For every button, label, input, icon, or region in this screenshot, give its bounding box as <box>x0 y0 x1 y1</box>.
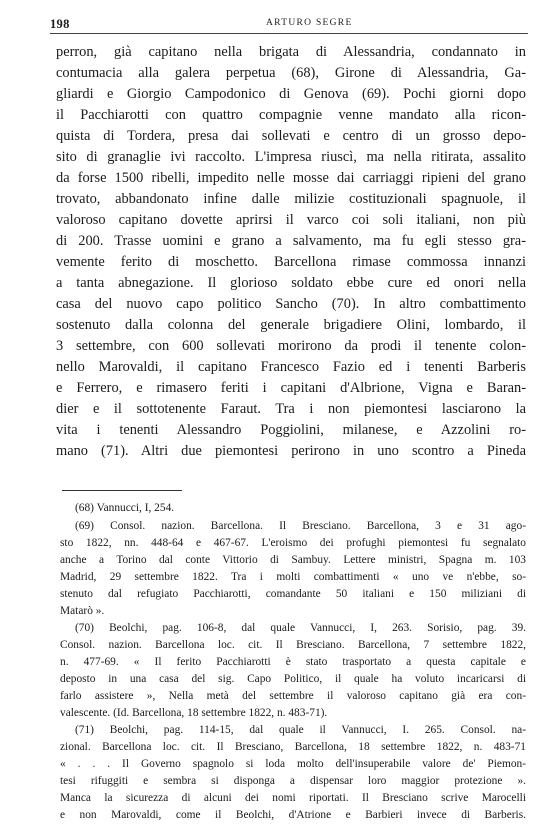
header-rule <box>50 33 528 34</box>
body-line: quista di Tordera, presa dai sollevati e centro di un grosso depo- <box>56 128 526 144</box>
body-line: a tanta abnegazione. Il glorioso soldato ebbe cure ed onori nella <box>56 275 526 291</box>
footnote-line: sto 1822, nn. 448-64 e 467-67. L'eroismo dei profughi piemontesi fu segnalato <box>60 537 526 549</box>
body-line: trovato, abbandonato infine dalle milizie costituzionali spagnuole, il <box>56 191 526 207</box>
body-line: e Ferrero, e rimasero feriti i capitani d'Albrione, Vigna e Baran- <box>56 380 526 396</box>
footnote-line: Consol. nazion. Barcellona loc. cit. Il Bresciano. Barcellona, 7 settembre 1822, <box>60 639 526 651</box>
body-line: 3 settembre, con 600 sollevati morirono da prodi il tenente colon- <box>56 338 526 354</box>
body-line: di 200. Trasse uomini e grano a salvamento, ma fu egli stesso gra- <box>56 233 526 249</box>
running-head: ARTURO SEGRE <box>266 18 353 28</box>
footnote-separator <box>62 490 182 491</box>
footnote-line: valescente. (Id. Barcellona, 18 settembre 1822, n. 483-71). <box>60 707 328 719</box>
footnote-line: « . . . Il Governo spagnolo si loda molto dell'insuperabile valore de' Piemon- <box>60 758 526 770</box>
body-line: gliardi e Giorgio Campodonico di Genova (69). Pochi giorni dopo <box>56 86 526 102</box>
footnote-line: Matarò ». <box>60 605 105 617</box>
footnote-line: Manca la sicurezza di alcuni dei nomi riportati. Il Bresciano scrive Marocelli <box>60 792 526 804</box>
body-line: mano (71). Altri due piemontesi perirono in uno scontro a Pineda <box>56 443 526 459</box>
body-line: perron, già capitano nella brigata di Alessandria, condannato in <box>56 44 526 60</box>
footnote-line: stenuto dal refugiato Pacchiarotti, comandante 50 italiani e 150 miliziani di <box>60 588 526 600</box>
footnote-line: farlo assistere », Nella metà del settembre il valoroso capitano già era con- <box>60 690 526 702</box>
body-line: dier e il sottotenente Faraut. Tra i non piemontesi lasciarono la <box>56 401 526 417</box>
body-line: valoroso capitano dovette aprirsi il varco coi soli italiani, non più <box>56 212 526 228</box>
body-line: contumacia alla galera perpetua (68), Girone di Alessandria, Ga- <box>56 65 526 81</box>
footnote-line: e non Marovaldi, come il Beolchi, d'Atrione e Barbieri invece di Barberis. <box>60 809 526 821</box>
body-line: il Pacchiarotti con quattro compagnie venne mandato alla ricon- <box>56 107 526 123</box>
footnote-line: (70) Beolchi, pag. 106-8, dal quale Vannucci, I, 263. Sorisio, pag. 39. <box>75 622 526 634</box>
footnote-line: n. 477-69. « Il ferito Pacchiarotti è stato trasportato a questa capitale e <box>60 656 526 668</box>
body-line: casa del nuovo capo politico Sancho (70). In altro combattimento <box>56 296 526 312</box>
page-header <box>50 17 528 31</box>
footnote-line: (69) Consol. nazion. Barcellona. Il Bresciano. Barcellona, 3 e 31 ago- <box>75 520 526 532</box>
body-line: da forse 1500 ribelli, impedito nelle mosse dai carriaggi ripieni del grano <box>56 170 526 186</box>
footnote-line: Madrid, 29 settembre 1822. Tra i molti combattimenti « uno ve n'ebbe, so- <box>60 571 526 583</box>
footnote-line: zional. Barcellona loc. cit. Il Bresciano, Barcellona, 18 settembre 1822, n. 483-71 <box>60 741 526 753</box>
page-number: 198 <box>50 17 70 31</box>
body-line: vita i tenenti Alessandro Poggiolini, milanese, e Azzolini ro- <box>56 422 526 438</box>
footnote-line: (71) Beolchi, pag. 114-15, dal quale il Vannucci, I. 265. Consol. na- <box>75 724 526 736</box>
footnote-line: deposto in una casa del sig. Capo Politico, il quale ha voluto incaricarsi di <box>60 673 526 685</box>
body-line: vemente ferito di moschetto. Barcellona rimase commossa innanzi <box>56 254 526 270</box>
body-line: nello Marovaldi, il capitano Francesco Fazio ed i tenenti Barberis <box>56 359 526 375</box>
footnote-line: (68) Vannucci, I, 254. <box>75 502 175 514</box>
footnote-line: tesi rifuggiti e sembra si disponga a dispensar loro maggior protezione ». <box>60 775 526 787</box>
body-line: sito di granaglie ivi raccolto. L'impresa riuscì, ma nella ritirata, assalito <box>56 149 526 165</box>
body-line: sostenuto dalla colonna del generale brigadiere Olini, lombardo, il <box>56 317 526 333</box>
footnote-line: anche a Torino dal conte Vittorio di Sambuy. Lettere ministri, Spagna m. 103 <box>60 554 526 566</box>
